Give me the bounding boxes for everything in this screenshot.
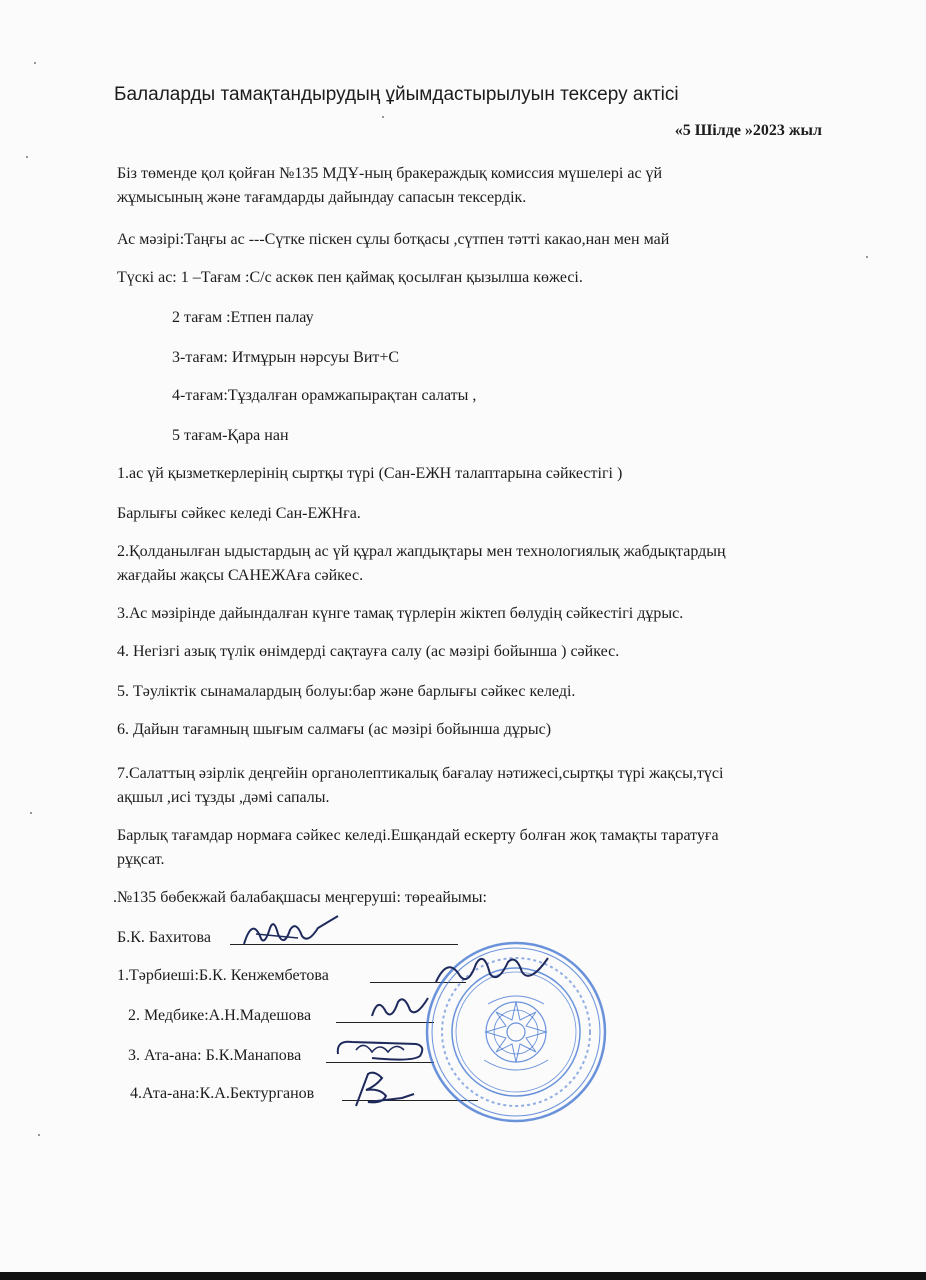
check-item-1-result: Барлығы сәйкес келеді Сан-ЕЖНға.	[117, 505, 361, 522]
check-item-2-line-1: 2.Қолданылған ыдыстардың ас үй құрал жапдықтары мен технологиялық жабдықтардың	[117, 543, 726, 560]
scan-speck	[866, 256, 868, 258]
scan-speck	[30, 812, 32, 814]
lunch-fifth-course: 5 тағам-Қара нан	[172, 427, 289, 444]
conclusion-line-2: рұқсат.	[117, 851, 165, 868]
intro-line-1: Біз төменде қол қойған №135 МДҰ-ның бракераждық комиссия мүшелері ас үй	[117, 165, 663, 182]
scan-speck	[26, 156, 28, 158]
menu-breakfast: Ас мәзірі:Таңғы ас ---Сүтке піскен сұлы ботқасы ,сүтпен тәтті какао,нан мен май	[117, 231, 670, 248]
check-item-1: 1.ас үй қызметкерлерінің сыртқы түрі (Сан-ЕЖН талаптарына сәйкестігі )	[117, 465, 623, 482]
signatory-head: Б.К. Бахитова	[117, 929, 211, 946]
lunch-fourth-course: 4-тағам:Тұздалған орамжапырақтан салаты ,	[172, 387, 477, 404]
signature-manapova-icon	[332, 1030, 428, 1064]
check-item-3: 3.Ас мәзірінде дайындалған күнге тамақ түрлерін жіктеп бөлудің сәйкестігі дұрыс.	[117, 605, 684, 622]
intro-line-2: жұмысының және тағамдарды дайындау сапасын тексердік.	[117, 189, 527, 206]
signature-madeshova-icon	[368, 990, 432, 1022]
signatory-parent-1: 3. Ата-ана: Б.К.Манапова	[128, 1047, 302, 1064]
scan-speck	[34, 62, 36, 64]
signature-bekturganov-icon	[348, 1068, 418, 1110]
document-title: Балаларды тамақтандырудың ұйымдастырылуын тексеру актісі	[114, 84, 679, 105]
lunch-second-course: 2 тағам :Етпен палау	[172, 309, 314, 326]
check-item-5: 5. Тәуліктік сынамалардың болуы:бар және барлығы сәйкес келеді.	[117, 683, 576, 700]
check-item-7-line-2: ақшыл ,исі тұзды ,дәмі сапалы.	[117, 789, 330, 806]
signature-line	[336, 1022, 434, 1023]
signatory-nurse: 2. Медбике:А.Н.Мадешова	[128, 1007, 312, 1024]
document-date: «5 Шілде »2023 жыл	[674, 122, 822, 139]
signatory-teacher: 1.Тәрбиеші:Б.К. Кенжембетова	[117, 967, 329, 984]
lunch-first-course: Түскі ас: 1 –Тағам :С/с аскөк пен қаймақ қосылған қызылша көжесі.	[117, 269, 583, 286]
check-item-2-line-2: жағдайы жақсы САНЕЖАға сәйкес.	[117, 567, 364, 584]
check-item-7-line-1: 7.Салаттың әзірлік деңгейін органолептикалық бағалау нәтижесі,сыртқы түрі жақсы,түсі	[117, 765, 724, 782]
check-item-6: 6. Дайын тағамның шығым салмағы (ас мәзірі бойынша дұрыс)	[117, 721, 552, 738]
signature-bakhitova-icon	[238, 914, 348, 954]
bottom-edge	[0, 1272, 926, 1280]
lunch-third-course: 3-тағам: Итмұрын нәрсуы Вит+С	[172, 349, 400, 366]
check-item-4: 4. Негізгі азық түлік өнімдерді сақтауға салу (ас мәзірі бойынша ) сәйкес.	[117, 643, 620, 660]
conclusion-line-1: Барлық тағамдар нормаға сәйкес келеді.Ешқандай ескерту болған жоқ тамақты таратуға	[117, 827, 719, 844]
signature-kenzhembetova-icon	[432, 948, 552, 988]
scan-speck	[38, 1134, 40, 1136]
signatory-parent-2: 4.Ата-ана:К.А.Бектурганов	[130, 1085, 315, 1102]
commission-head: .№135 бөбекжай балабақшасы меңгеруші: төреайымы:	[113, 889, 487, 906]
scan-speck	[382, 116, 384, 118]
